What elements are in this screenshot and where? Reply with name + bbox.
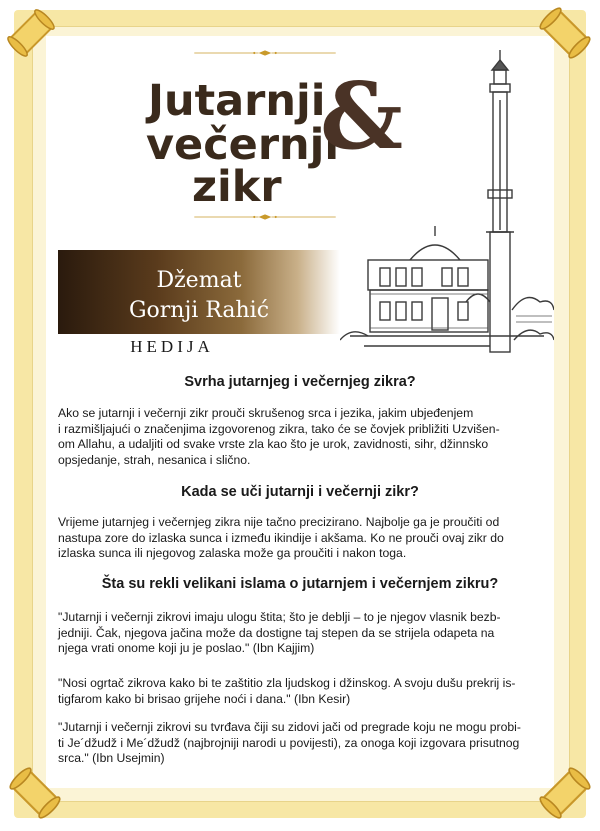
paragraph-line: opsjedanje, strah, nesanica i slično. xyxy=(58,452,251,467)
dzemat-banner xyxy=(58,250,340,360)
quote-line: "Jutarnji i večernji zikrovi imaju ulogu štita; što je deblji – to je njegov vlasnik bezb- xyxy=(58,610,501,624)
quote-ibn-kesir xyxy=(58,676,542,707)
quote-line: jedniji. Čak, njegova jačina može da dostigne taj stepen da se strijela odapeta na xyxy=(58,625,495,640)
banner-line-3: HEDIJA xyxy=(130,337,214,356)
paragraph-line: nastupa zore do izlaska sunca i između ikindije i akšama. Ko ne prouči ovaj zikr do xyxy=(58,530,504,545)
corner-scroll-top-left-icon xyxy=(4,6,58,60)
section-2-heading: Kada se uči jutarnji i večernji zikr? xyxy=(181,484,419,500)
quote-line: njega vrati onome koji ju je poslao." (Ibn Kajjim) xyxy=(58,641,315,656)
section-2-paragraph xyxy=(58,515,542,562)
quote-line: tigfarom kako bi brisao grijehe noći i dana." (Ibn Kesir) xyxy=(58,691,351,706)
quote-line: srca." (Ibn Usejmin) xyxy=(58,751,165,766)
quote-line: "Jutarnji i večernji zikrovi su tvrđava čiji su zidovi jači od pregrade koju ne mogu probi- xyxy=(58,720,521,734)
mosque-minaret-sketch-icon xyxy=(340,40,554,370)
quote-ibn-usejmin xyxy=(58,720,542,767)
section-1-paragraph xyxy=(58,406,542,468)
quote-line: ti Je´džudž i Me´džudž (najbrojniji narodi u povijesti), za onoga koji izgovara prisutnog xyxy=(58,735,520,750)
title-line-3: zikr xyxy=(192,162,282,212)
paragraph-line: Ako se jutarnji i večernji zikr prouči skrušenog srca i jezika, jakim ubjeđenjem xyxy=(58,406,474,420)
banner-line-1: Džemat xyxy=(156,268,242,293)
paragraph-line: Vrijeme jutarnjeg i večernjeg zikra nije tačno precizirano. Najbolje ga je proučiti od xyxy=(58,515,500,529)
quote-line: "Nosi ogrtač zikrova kako bi te zaštitio zla ljudskog i džinskog. A svoju dušu prekrij is- xyxy=(58,676,516,690)
corner-scroll-bottom-left-icon xyxy=(6,764,64,822)
banner-line-2: Gornji Rahić xyxy=(128,298,270,323)
hedija-label-bar xyxy=(58,334,340,360)
paragraph-line: i razmišljajući o značenjima izgovorenog zikra, tako će se čovjek približiti Uzvišen- xyxy=(58,421,500,436)
paragraph-line: om Allahu, a udaljiti od svake vrste zla kao što je urok, zavidnosti, sihr, džinnsko xyxy=(58,437,489,452)
section-1-heading: Svrha jutarnjeg i večernjeg zikra? xyxy=(184,374,416,390)
section-3-heading: Šta su rekli velikani islama o jutarnjem i večernjem zikru? xyxy=(101,576,499,592)
paragraph-line: izlaska sunca ili njegovog zalaska može ga proučiti i nakon toga. xyxy=(58,546,407,561)
title-line-1: Jutarnji xyxy=(148,76,326,126)
title-ampersand: & xyxy=(320,62,404,170)
quote-ibn-kajjim xyxy=(58,610,542,657)
title-line-2: večernji xyxy=(146,120,340,170)
corner-scroll-bottom-right-icon xyxy=(536,764,594,822)
